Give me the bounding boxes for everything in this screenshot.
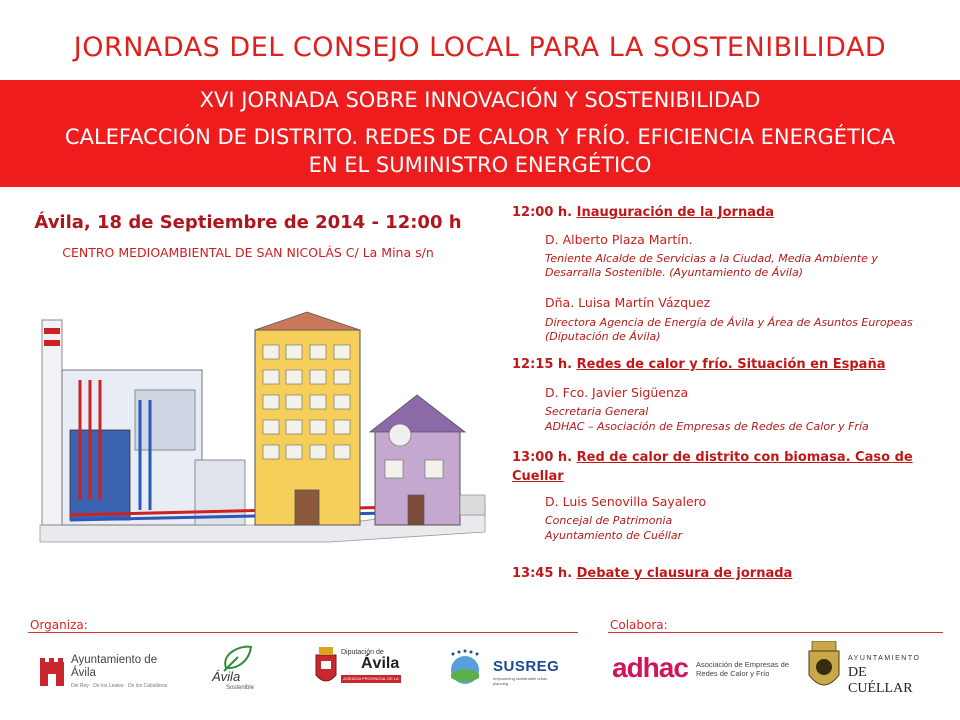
susreg-sub: empowering sustainable urban planning [493, 676, 548, 686]
avila-sostenible-name: Ávila [212, 669, 241, 684]
program-title: Debate y clausura de jornada [576, 566, 793, 581]
speaker-role-org: ADHAC – Asociación de Empresas de Redes de Calor y Fría [545, 420, 869, 433]
district-heating-illustration [30, 300, 490, 550]
cuellar-name: DE CUÉLLAR [848, 665, 913, 696]
adhac-name: adhac [612, 652, 688, 683]
ayuntamiento-avila-text: Ayuntamiento de Ávila [71, 654, 158, 679]
program-time: 12:15 h. [512, 357, 573, 372]
program-time: 13:00 h. [512, 450, 573, 465]
diputacion-avila-logo [313, 643, 403, 693]
program-item-4 [512, 566, 942, 581]
program-title: Redes de calor y frío. Situación en España [576, 357, 886, 372]
susreg-name: SUSREG [493, 658, 560, 675]
banner-subtitle: XVI JORNADA SOBRE INNOVACIÓN Y SOSTENIBILIDAD [199, 88, 761, 112]
diputacion-name: Ávila [361, 655, 400, 672]
colabora-divider [608, 632, 943, 633]
cuellar-top: AYUNTAMIENTO [848, 655, 921, 662]
avila-sostenible-sub: Sostenible [226, 685, 255, 691]
diputacion-top: Diputación de [341, 649, 384, 656]
adhac-description: Asociación de Empresas de Redes de Calor y Frío [696, 660, 789, 678]
program-time: 13:45 h. [512, 566, 573, 581]
banner-topic: CALEFACCIÓN DE DISTRITO. REDES DE CALOR Y FRÍO. EFICIENCIA ENERGÉTICA EN EL SUMINISTRO ENERGÉTICO [64, 125, 896, 177]
speaker-role-org: Ayuntamiento de Cuéllar [545, 529, 683, 542]
colabora-label: Colabora: [610, 618, 668, 632]
ayuntamiento-avila-logo [38, 652, 168, 692]
program-time: 12:00 h. [512, 205, 573, 220]
program-item-1 [512, 205, 942, 220]
program-item-3 [512, 448, 932, 486]
globe-icon [445, 648, 485, 688]
speaker-name: Dña. Luisa Martín Vázquez [545, 295, 711, 310]
program-title: Inauguración de la Jornada [576, 205, 775, 220]
speaker-role: Teniente Alcalde de Servicias a la Ciudad, Media Ambiente y Desarralla Sostenible. (Ayuntamiento de Ávila) [545, 252, 878, 279]
speaker-name: D. Luis Senovilla Sayalero [545, 494, 707, 509]
speaker-name: D. Alberto Plaza Martín. [545, 232, 693, 247]
speaker-role: Secretaria General [545, 405, 649, 418]
event-venue: CENTRO MEDIOAMBIENTAL DE SAN NICOLÁS C/ La Mina s/n [62, 245, 434, 260]
ayuntamiento-avila-motto: Del Rey · De los Leales · De los Caballeros [71, 683, 168, 689]
avila-sostenible-logo [206, 643, 261, 695]
speaker-role: Directora Agencia de Energía de Ávila y Área de Asuntos Europeas (Diputación de Ávila) [545, 316, 913, 343]
ayuntamiento-cuellar-logo [806, 641, 931, 697]
diputacion-sub: AGENCIA PROVINCIAL DE LA ENERGÍA [341, 675, 401, 683]
title-banner [0, 80, 960, 187]
speaker-name: D. Fco. Javier Sigüenza [545, 385, 689, 400]
organiza-label: Organiza: [30, 618, 88, 632]
coat-of-arms-icon [313, 645, 339, 689]
main-title: JORNADAS DEL CONSEJO LOCAL PARA LA SOSTENIBILIDAD [73, 32, 887, 63]
adhac-logo [612, 652, 787, 688]
speaker-role: Concejal de Patrimonia [545, 514, 673, 527]
program-item-2 [512, 357, 942, 372]
avila-wall-icon [38, 654, 66, 688]
susreg-logo [445, 648, 560, 690]
organiza-divider [28, 632, 578, 633]
cuellar-shield-icon [806, 641, 842, 695]
program-title: Red de calor de distrito con biomasa. Caso de Cuellar [512, 450, 913, 484]
event-date: Ávila, 18 de Septiembre de 2014 - 12:00 h [34, 212, 462, 233]
